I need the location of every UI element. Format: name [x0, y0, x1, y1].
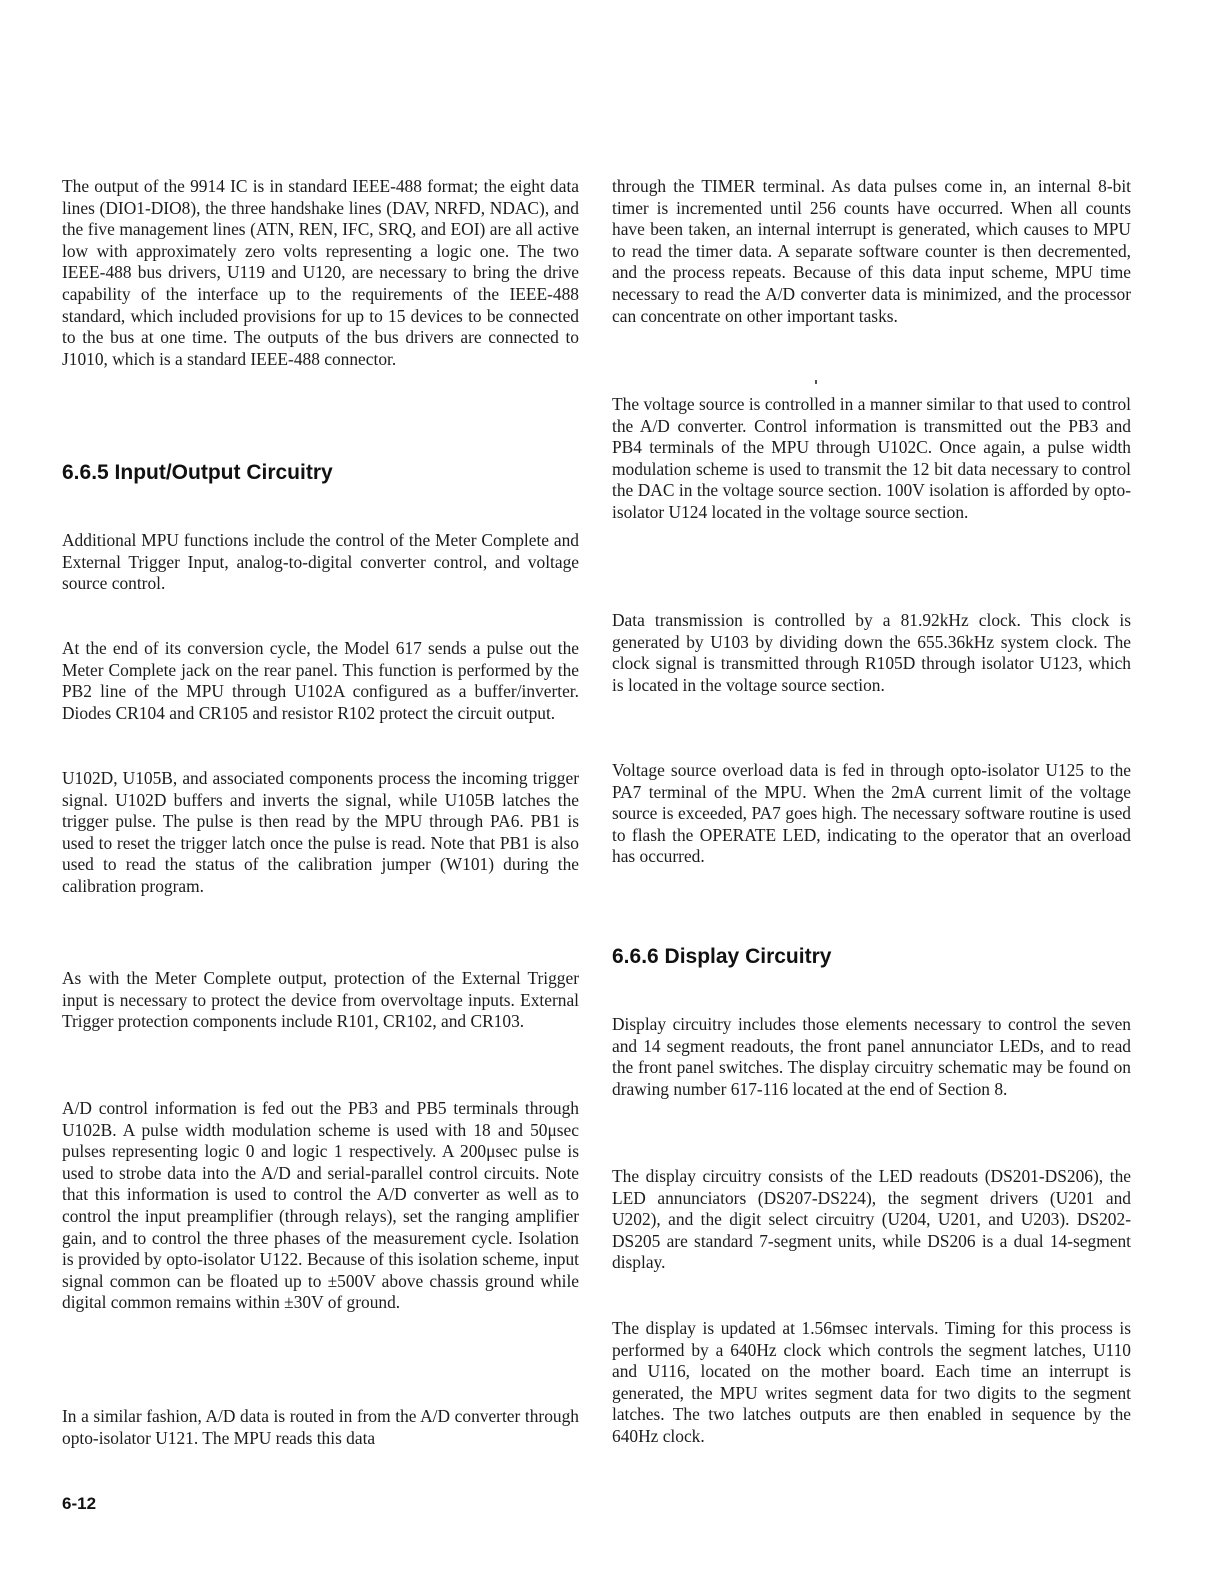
- paragraph-overload-data: Voltage source overload data is fed in through opto-isolator U125 to the PA7 terminal of the MPU. When the 2mA current limit of the voltage source is exceeded, PA7 goes high. The necessary software routine is used to flash the OPERATE LED, indicating to the operator that an overload has occurred.: [612, 760, 1131, 867]
- paragraph-trigger-protection: As with the Meter Complete output, protection of the External Trigger input is necessary to protect the device from overvoltage inputs. External Trigger protection components include R101, CR102, and CR103.: [62, 968, 579, 1032]
- paragraph-display-update: The display is updated at 1.56msec intervals. Timing for this process is performed by a 640Hz clock which controls the segment latches, U110 and U116, located on the mother board. Each time an interrupt is generated, the MPU writes segment data for two digits to the segment latches. The two latches outputs are then enabled in sequence by the 640Hz clock.: [612, 1318, 1131, 1446]
- paragraph-meter-complete: At the end of its conversion cycle, the Model 617 sends a pulse out the Meter Complete jack on the rear panel. This function is performed by the PB2 line of the MPU through U102A configured as a buffer/inverter. Diodes CR104 and CR105 and resistor R102 protect the circuit output.: [62, 638, 579, 723]
- paragraph-timer-terminal: through the TIMER terminal. As data pulses come in, an internal 8-bit timer is incremented until 256 counts have occurred. When all counts have been taken, an internal interrupt is generated, which causes to MPU to read the timer data. A separate software counter is then decremented, and the process repeats. Because of this data input scheme, MPU time necessary to read the A/D converter data is minimized, and the processor can concentrate on other important tasks.: [612, 176, 1131, 326]
- section-heading-input-output: 6.6.5 Input/Output Circuitry: [62, 461, 333, 484]
- paragraph-display-elements: Display circuitry includes those elements necessary to control the seven and 14 segment readouts, the front panel annunciator LEDs, and to read the front panel switches. The display circuitry schematic may be found on drawing number 617-116 located at the end of Section 8.: [612, 1014, 1131, 1099]
- paragraph-ieee488-output: The output of the 9914 IC is in standard IEEE-488 format; the eight data lines (DIO1-DIO8), the three handshake lines (DAV, NRFD, NDAC), and the five management lines (ATN, REN, IFC, SRQ, and EOI) are all active low with approximately zero volts representing a logic one. The two IEEE-488 bus drivers, U119 and U120, are necessary to bring the drive capability of the interface up to the requirements of the IEEE-488 standard, which included provisions for up to 15 devices to be connected to the bus at one time. The outputs of the bus drivers are connected to J1010, which is a standard IEEE-488 connector.: [62, 176, 579, 369]
- paragraph-voltage-source-control: The voltage source is controlled in a manner similar to that used to control the A/D converter. Control information is transmitted out the PB3 and PB4 terminals of the MPU through U102C. Once again, a pulse width modulation scheme is used to transmit the 12 bit data necessary to control the DAC in the voltage source section. 100V isolation is afforded by opto-isolator U124 located in the voltage source section.: [612, 394, 1131, 522]
- paragraph-data-transmission: Data transmission is controlled by a 81.92kHz clock. This clock is generated by U103 by dividing down the 655.36kHz system clock. The clock signal is transmitted through R105D through isolator U123, which is located in the voltage source section.: [612, 610, 1131, 695]
- paragraph-ad-data: In a similar fashion, A/D data is routed in from the A/D converter through opto-isolator U121. The MPU reads this data: [62, 1406, 579, 1448]
- stray-mark: [815, 380, 817, 384]
- paragraph-ad-control: A/D control information is fed out the PB3 and PB5 terminals through U102B. A pulse width modulation scheme is used with 18 and 50μsec pulses representing logic 0 and logic 1 respectively. A 200μsec pulse is used to strobe data into the A/D and serial-parallel control circuits. Note that this information is used to control the A/D converter as well as to control the input preamplifier (through relays), set the ranging amplifier gain, and to control the three phases of the measurement cycle. Isolation is provided by opto-isolator U122. Because of this isolation scheme, input signal common can be floated up to ±500V above chassis ground while digital common remains within ±30V of ground.: [62, 1098, 579, 1313]
- page-number: 6-12: [62, 1494, 97, 1513]
- paragraph-trigger-signal: U102D, U105B, and associated components process the incoming trigger signal. U102D buffers and inverts the signal, while U105B latches the trigger pulse. The pulse is then read by the MPU through PA6. PB1 is used to reset the trigger latch once the pulse is read. Note that PB1 is also used to read the status of the calibration jumper (W101) during the calibration program.: [62, 768, 579, 896]
- paragraph-mpu-functions: Additional MPU functions include the control of the Meter Complete and External Trigger Input, analog-to-digital converter control, and voltage source control.: [62, 530, 579, 594]
- paragraph-display-components: The display circuitry consists of the LED readouts (DS201-DS206), the LED annunciators (DS207-DS224), the segment drivers (U201 and U202), and the digit select circuitry (U204, U201, and U203). DS202-DS205 are standard 7-segment units, while DS206 is a dual 14-segment display.: [612, 1166, 1131, 1273]
- section-heading-display: 6.6.6 Display Circuitry: [612, 945, 832, 968]
